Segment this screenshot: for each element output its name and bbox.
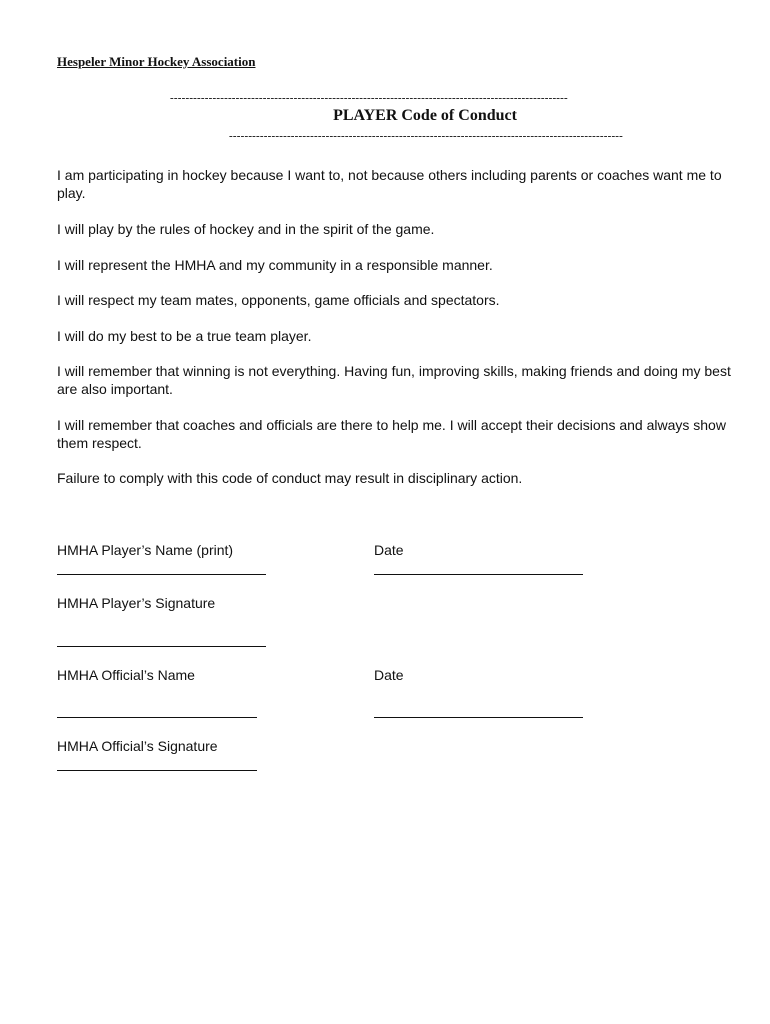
official-name-line[interactable] [57,717,257,718]
organization-name: Hespeler Minor Hockey Association [57,54,256,69]
player-name-line[interactable] [57,574,266,575]
player-date-line[interactable] [374,574,583,575]
pledge-participation: I am participating in hockey because I want to, not because others including parents or coaches want me to play. [57,167,722,201]
page-title: PLAYER Code of Conduct [333,107,517,124]
pledge-represent: I will represent the HMHA and my community in a responsible manner. [57,257,493,273]
disciplinary-note: Failure to comply with this code of conduct may result in disciplinary action. [57,470,523,486]
pledge-team-player: I will do my best to be a true team player. [57,328,312,344]
official-signature-label: HMHA Official’s Signature [57,738,218,754]
official-name-label: HMHA Official’s Name [57,667,195,683]
title-rule-bottom: ------------------------------------------------------------------------------------------------------ [229,130,624,142]
official-date-label: Date [374,667,404,683]
player-name-label: HMHA Player’s Name (print) [57,542,234,558]
pledge-coaches: I will remember that coaches and officials are there to help me. I will accept their decisions and always show them respect. [57,417,726,451]
player-signature-label: HMHA Player’s Signature [57,595,216,611]
title-rule-top: ------------------------------------------------------------------------------------------------------- [170,92,568,104]
pledge-rules: I will play by the rules of hockey and in the spirit of the game. [57,221,435,237]
pledge-respect: I will respect my team mates, opponents, game officials and spectators. [57,292,500,308]
player-date-label: Date [374,542,404,558]
player-signature-line[interactable] [57,646,266,647]
official-date-line[interactable] [374,717,583,718]
pledge-winning: I will remember that winning is not everything. Having fun, improving skills, making friends and doing my best are also important. [57,363,731,397]
official-signature-line[interactable] [57,770,257,771]
